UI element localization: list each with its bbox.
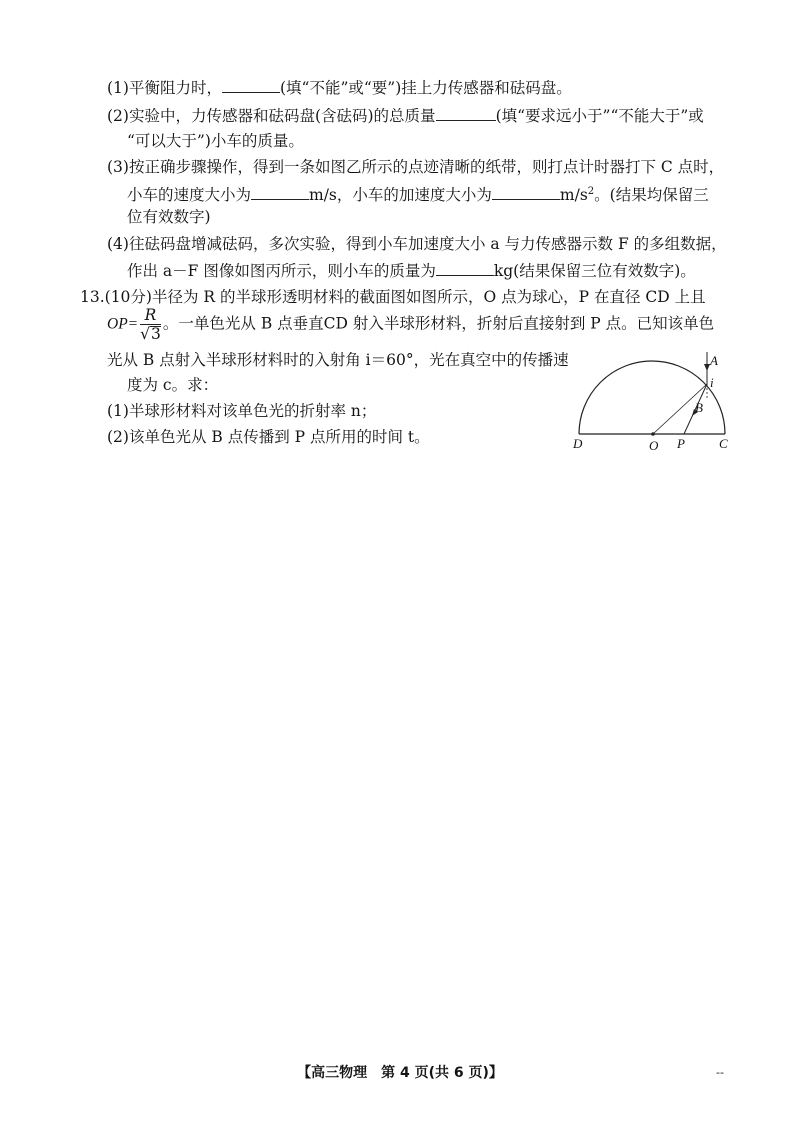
q12-part2-pre: (2)实验中，力传感器和砝码盘(含砝码)的总质量 (107, 107, 436, 125)
q12-part1-post: (填“不能”或“要”)挂上力传感器和砝码盘。 (279, 79, 572, 97)
fraction-denominator (140, 325, 161, 343)
label-d: D (573, 436, 583, 451)
answer-blank-velocity[interactable] (251, 184, 309, 200)
q13-line2-rest: 。一单色光从 B 点垂直CD 射入半球形材料，折射后直接射到 P 点。已知该单色 (162, 314, 715, 333)
q12-part3-exp: 2 (587, 186, 595, 197)
sqrt-radicand: 3 (151, 325, 161, 343)
answer-blank-mass[interactable] (436, 260, 494, 276)
label-i: i (710, 375, 714, 390)
q12-part4-line2 (127, 260, 696, 281)
q12-part4-l2-pre: 作出 a－F 图像如图丙所示，则小车的质量为 (127, 262, 436, 280)
fraction (140, 306, 161, 343)
q12-part3-l2-post: 。(结果均保留三 (594, 186, 709, 204)
fraction-numerator: R (140, 306, 161, 325)
q12-part4-l2-post: kg(结果保留三位有效数字)。 (493, 262, 696, 280)
answer-blank-acceleration[interactable] (492, 184, 560, 200)
q12-part3-l2-mid: m/s，小车的加速度大小为 (309, 186, 492, 204)
q12-part3-unit: m/s (559, 186, 588, 204)
answer-blank-2[interactable] (436, 105, 496, 121)
q13-sub1: (1)半球形材料对该单色光的折射率 n； (107, 402, 377, 420)
answer-blank-1[interactable] (222, 77, 280, 93)
label-c: C (719, 436, 728, 451)
q12-part1-pre: (1)平衡阻力时， (107, 79, 222, 97)
label-o: O (649, 438, 659, 453)
q12-part3-line2 (127, 182, 709, 205)
label-p: P (677, 436, 685, 451)
q12-part2 (107, 105, 704, 126)
q12-part4-line1: (4)往砝码盘增减砝码，多次实验，得到小车加速度大小 a 与力传感器示数 F 的多组数据， (107, 235, 727, 253)
q13-line4: 度为 c。求： (127, 376, 219, 394)
q13-line3: 光从 B 点射入半球形材料时的入射角 i＝60°，光在真空中的传播速 (107, 351, 569, 369)
q12-part2-cont: “可以大于”)小车的质量。 (127, 132, 304, 150)
q13-sub2: (2)该单色光从 B 点传播到 P 点所用的时间 t。 (107, 428, 430, 446)
q12-part1 (107, 77, 572, 98)
center-point (651, 432, 655, 436)
q12-part3-line1: (3)按正确步骤操作，得到一条如图乙所示的点迹清晰的纸带，则打点计时器打下 C 点时， (107, 158, 725, 176)
label-b: B (695, 400, 703, 415)
q13-line2 (107, 306, 714, 343)
hemisphere-figure (567, 342, 737, 454)
q12-part3-line3: 位有效数字) (127, 208, 211, 226)
label-a: A (710, 353, 718, 368)
op-expression: OP= (107, 315, 139, 333)
q13-line1: 13.(10分)半径为 R 的半球形透明材料的截面图如图所示，O 点为球心，P 在直径 CD 上且 (80, 288, 706, 306)
semicircle-arc (579, 361, 725, 434)
page-footer: 【高三物理 第 4 页(共 6 页)】 (297, 1065, 503, 1081)
q12-part3-l2-pre: 小车的速度大小为 (127, 186, 252, 204)
sqrt-sign: √ (140, 325, 151, 343)
q12-part2-post: (填“要求远小于”“不能大于”或 (495, 107, 704, 125)
corner-mark: -- (716, 1066, 724, 1079)
